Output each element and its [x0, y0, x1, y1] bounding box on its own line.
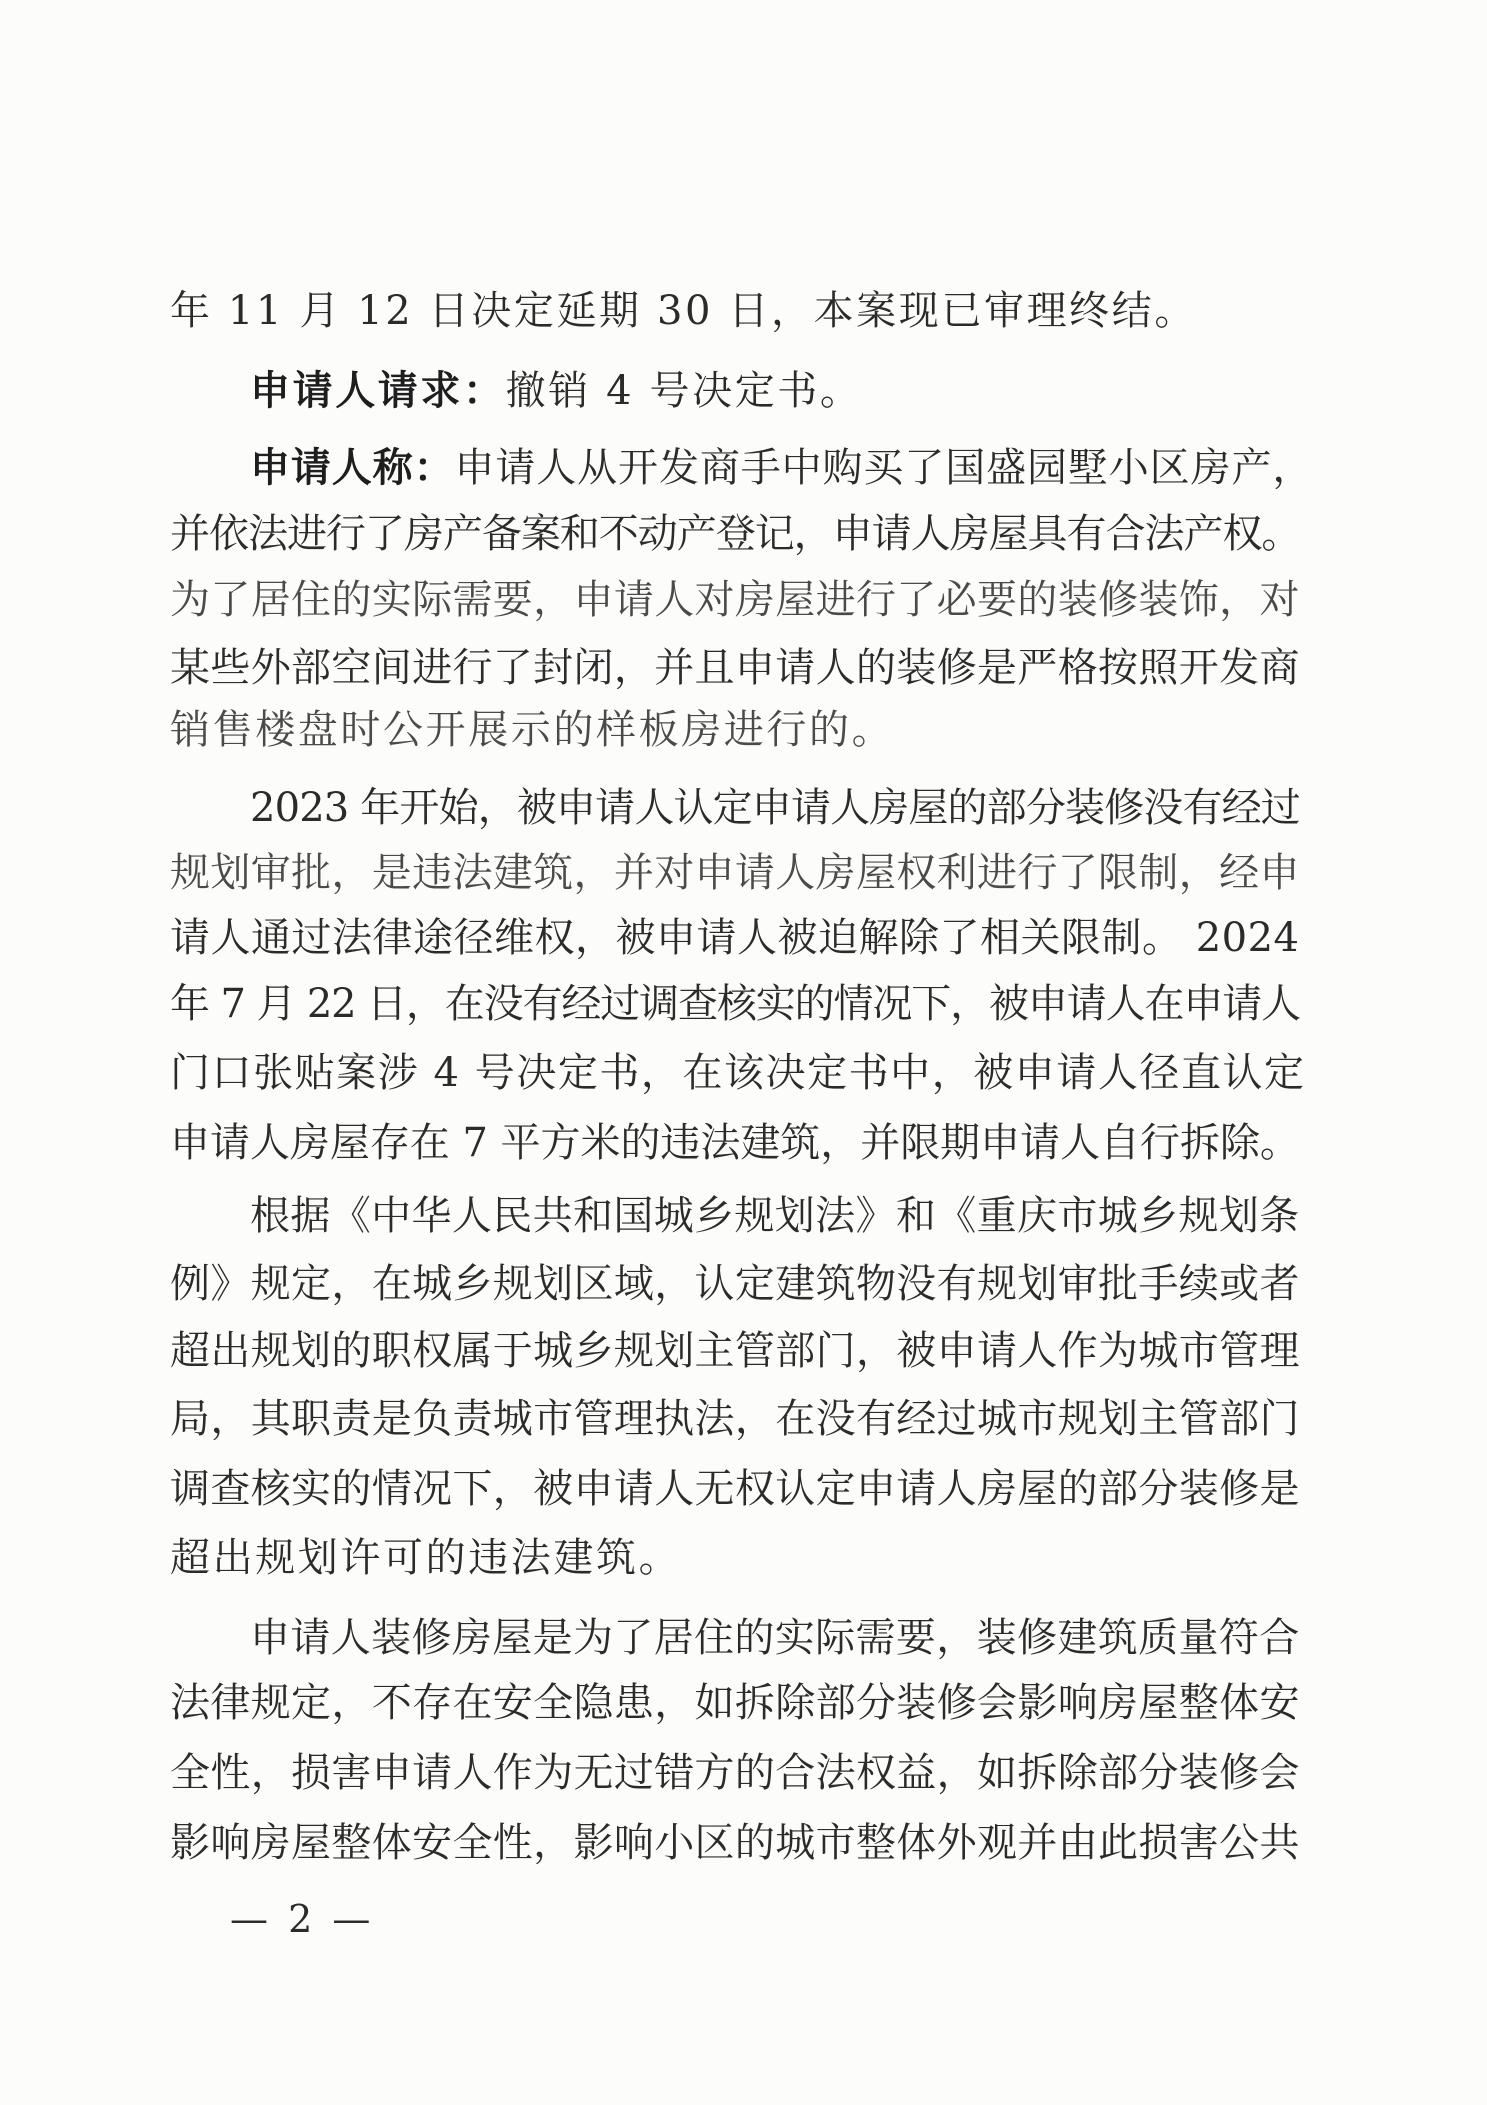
- text-line: 规划审批，是违法建筑，并对申请人房屋权利进行了限制，经申: [170, 850, 1300, 896]
- text-line: 为了居住的实际需要，申请人对房屋进行了必要的装修装饰，对: [170, 577, 1300, 623]
- text-line: 全性，损害申请人作为无过错方的合法权益，如拆除部分装修会: [170, 1750, 1300, 1796]
- text-line: 申请人装修房屋是为了居住的实际需要，装修建筑质量符合: [250, 1615, 1300, 1661]
- text-line: 调查核实的情况下，被申请人无权认定申请人房屋的部分装修是: [170, 1466, 1300, 1512]
- text-line: 局，其职责是负责城市管理执法，在没有经过城市规划主管部门: [170, 1396, 1300, 1442]
- claim-text: 申请人从开发商手中购买了国盛园墅小区房产，: [454, 445, 1314, 491]
- text-line: 门口张贴案涉 4 号决定书，在该决定书中，被申请人径直认定: [170, 1050, 1306, 1096]
- page-number: — 2 —: [230, 1897, 375, 1941]
- text-line: 申请人房屋存在 7 平方米的违法建筑，并限期申请人自行拆除。: [170, 1120, 1300, 1166]
- text-line: 2023 年开始，被申请人认定申请人房屋的部分装修没有经过: [250, 785, 1300, 831]
- request-paragraph: [250, 363, 863, 419]
- text-line: 根据《中华人民共和国城乡规划法》和《重庆市城乡规划条: [250, 1193, 1300, 1239]
- text-line: 例》规定，在城乡规划区域，认定建筑物没有规划审批手续或者: [170, 1261, 1300, 1307]
- text-line: 法律规定，不存在安全隐患，如拆除部分装修会影响房屋整体安: [170, 1680, 1300, 1726]
- text-line: 并依法进行了房产备案和不动产登记，申请人房屋具有合法产权。: [170, 511, 1301, 557]
- text-line: 影响房屋整体安全性，影响小区的城市整体外观并由此损害公共: [170, 1820, 1300, 1866]
- text-line: 超出规划许可的违法建筑。: [170, 1535, 682, 1581]
- claim-paragraph: [250, 440, 1313, 496]
- text-line: 请人通过法律途径维权，被申请人被迫解除了相关限制。 2024: [170, 915, 1300, 961]
- text-line: 某些外部空间进行了封闭，并且申请人的装修是严格按照开发商: [170, 645, 1300, 691]
- text-line: 超出规划的职权属于城乡规划主管部门，被申请人作为城市管理: [170, 1328, 1300, 1374]
- claim-label: 申请人称：: [250, 445, 455, 491]
- request-label: 申请人请求：: [250, 368, 506, 414]
- text-line: 销售楼盘时公开展示的样板房进行的。: [170, 707, 895, 753]
- text-line: 年 11 月 12 日决定延期 30 日，本案现已审理终结。: [170, 288, 1197, 334]
- text-line: 年 7 月 22 日，在没有经过调查核实的情况下，被申请人在申请人: [170, 981, 1301, 1027]
- request-text: 撤销 4 号决定书。: [505, 368, 863, 414]
